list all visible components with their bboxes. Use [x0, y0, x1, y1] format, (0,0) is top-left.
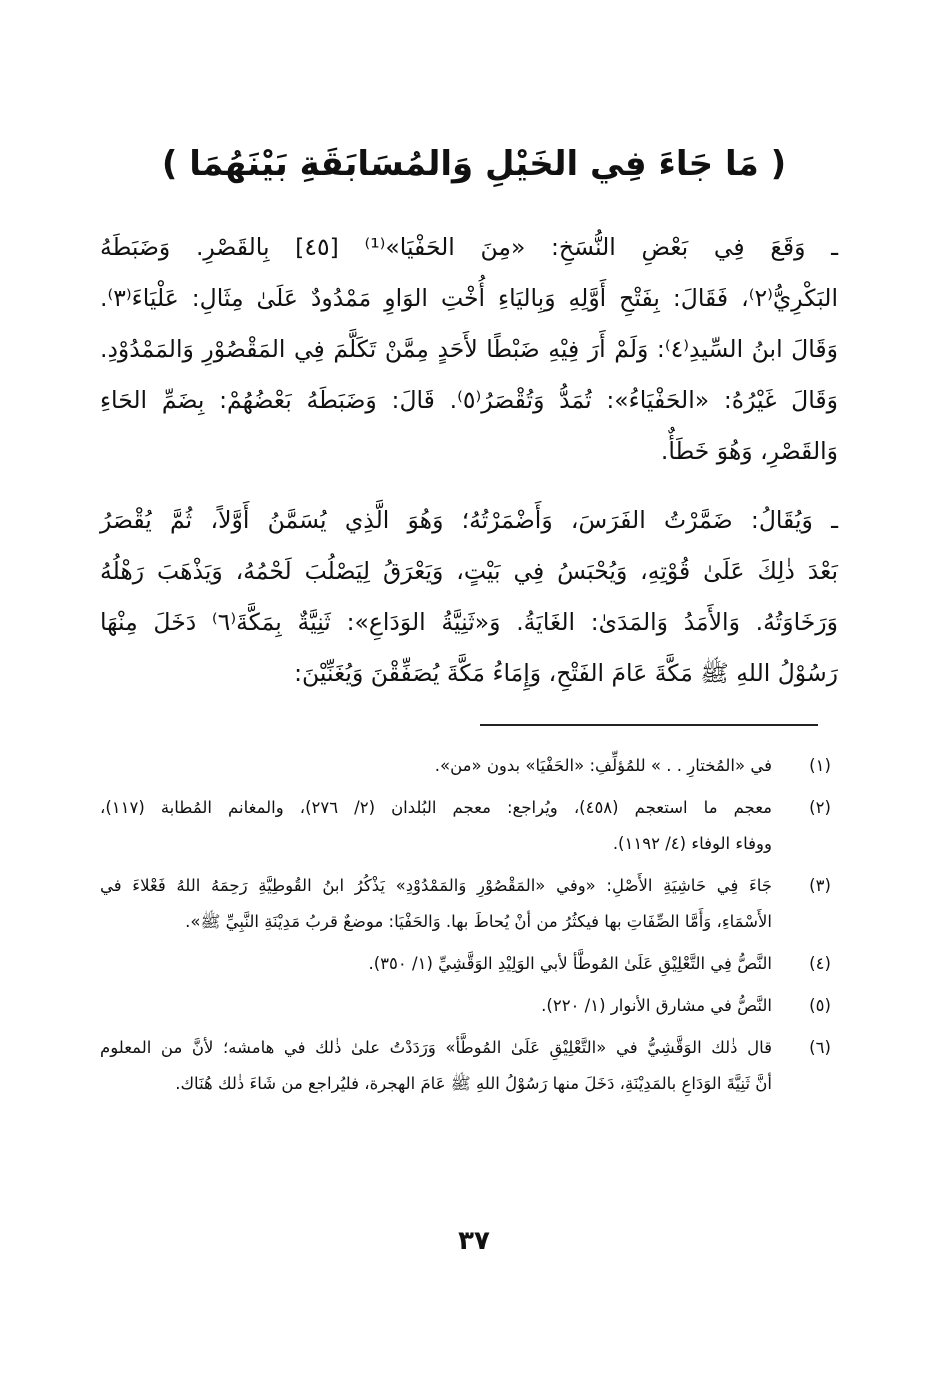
text-line: وَالقَصْرِ، وَهُوَ خَطَأٌ.	[660, 437, 838, 465]
text-line: البَكْرِيُّ⁽٢⁾، فَقَالَ: بِفَتْحِ أَوَّلِهِ وَبِاليَاءِ أُخْتِ الوَاوِ مَمْدُودٌ عَلَىٰ مِثَالِ: عَلْيَاءَ⁽٣⁾.	[100, 284, 838, 312]
text-line: ـ وَقَعَ فِي بَعْضِ النُّسَخِ: «مِنَ الحَفْيَا»⁽¹⁾ [٤٥] بِالقَصْرِ. وَضَبَطَهُ	[100, 233, 838, 261]
footnote-line: النَّصُّ في مشارق الأنوار (١/ ٢٢٠).	[541, 996, 772, 1015]
footnote	[100, 1030, 840, 1102]
footnote-number: (٦)	[809, 1038, 831, 1057]
footnote-number: (٤)	[809, 954, 831, 973]
text-line: وَقَالَ غَيْرُهُ: «الحَفْيَاءُ»: تُمَدُّ وَتُقْصَرُ⁽٥⁾. قَالَ: وَضَبَطَهُ بَعْضُهُمْ: بِضَمِّ الحَاءِ	[100, 386, 838, 414]
paragraph-2	[100, 495, 838, 699]
footnote-line: جَاءَ فِي حَاشِيَةِ الأَصْلِ: «وفي «المَقْصُوْرِ وَالمَمْدُوْدِ» يَذْكُرُ ابنُ القُوطِيَّةِ رَحِمَهُ اللهُ فَعْلاءَ في	[100, 876, 772, 895]
footnote	[100, 748, 840, 784]
footnote-line: أنَّ ثَنِيَّةَ الوَدَاعِ بالمَدِيْنَةِ، دَخَلَ منها رَسُوْلُ اللهِ ﷺ عَامَ الهجرة، فليُراجع من شَاءَ ذٰلك هُنَاك.	[175, 1074, 772, 1093]
text-line: وَرَخَاوَتُهُ. وَالأَمَدُ وَالمَدَىٰ: الغَايَةُ. وَ«ثَنِيَّةُ الوَدَاعِ»: ثَنِيَّةٌ بِمَكَّةَ⁽٦⁾ دَخَلَ مِنْهَا	[100, 608, 838, 636]
footnote-number: (٣)	[809, 876, 831, 895]
footnote-line: في «المُختارِ . . » للمُؤلِّفِ: «الحَفْيَا» بدون «من».	[434, 756, 772, 775]
footnote-line: النَّصُّ فِي التَّعْلِيْقِ عَلَىٰ المُوطَّأ لأبي الوَلِيْدِ الوَقَّشِيِّ (١/ ٣٥٠).	[368, 954, 772, 973]
footnote-number: (٢)	[809, 798, 831, 817]
text-line: بَعْدَ ذٰلِكَ عَلَىٰ قُوْتِهِ، وَيُحْبَسُ فِي بَيْتٍ، وَيَعْرَقُ لِيَصْلُبَ لَحْمُهُ، وَيَذْهَبَ رَهْلُهُ	[100, 557, 838, 585]
text-line: ـ وَيُقَالُ: ضَمَّرْتُ الفَرَسَ، وَأَضْمَرْتُهُ؛ وَهُوَ الَّذِي يُسَمَّنُ أَوَّلاً، ثُمَّ يُقْصَرُ	[100, 506, 838, 534]
footnote-line: قال ذٰلك الوَقَّشِيُّ في «التَّعْلِيْقِ عَلَىٰ المُوطَّأ» وَرَدَدْتُ علىٰ ذٰلك في هامشه؛ لأنَّ من المعلوم	[100, 1038, 772, 1057]
footnote	[100, 946, 840, 982]
footnote-number: (١)	[809, 756, 831, 775]
footnote-number: (٥)	[809, 996, 831, 1015]
footnote	[100, 868, 840, 940]
footnote-line: معجم ما استعجم (٤٥٨)، ويُراجع: معجم البُلدان (٢/ ٢٧٦)، والمغانم المُطابة (١١٧)،	[100, 798, 772, 817]
footnote	[100, 988, 840, 1024]
footnote-line: الأَسْمَاءِ، وَأَمَّا الصِّفَاتِ بها فيكثُرُ من أنْ يُحاطَ بها. وَالحَفْيَا: موضعٌ قربُ مَدِيْنَةِ النَّبِيِّ ﷺ».	[185, 912, 772, 931]
footnote-divider	[480, 724, 818, 726]
section-heading: ( مَا جَاءَ فِي الخَيْلِ وَالمُسَابَقَةِ بَيْنَهُمَا )	[161, 144, 787, 184]
text-line: وَقَالَ ابنُ السِّيدِ⁽٤⁾: وَلَمْ أَرَ فِيْهِ ضَبْطًا لأَحَدٍ مِمَّنْ تَكَلَّمَ فِي المَقْصُوْرِ وَالمَمْدُوْدِ.	[100, 335, 838, 363]
paragraph-1	[100, 222, 838, 477]
main-text	[100, 222, 838, 699]
footnote	[100, 790, 840, 862]
footnotes	[100, 748, 840, 1102]
page-number: ٣٧	[458, 1226, 490, 1256]
footnote-line: ووفاء الوفاء (٤/ ١١٩٢).	[612, 834, 772, 853]
text-line: رَسُوْلُ اللهِ ﷺ مَكَّةَ عَامَ الفَتْحِ، وَإِمَاءُ مَكَّةَ يُصَفِّقْنَ وَيُغَنِّيْنَ:	[294, 659, 838, 687]
